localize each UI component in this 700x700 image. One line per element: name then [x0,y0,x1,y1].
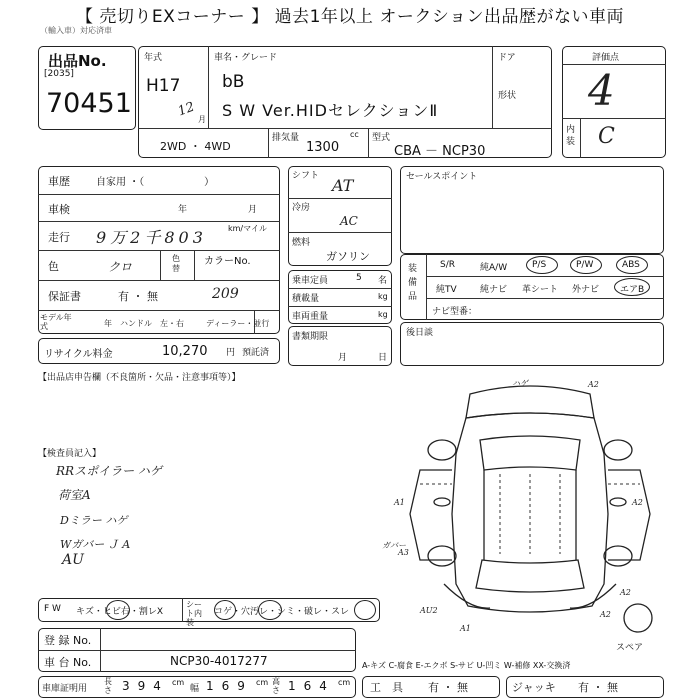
length-value: 394 [122,679,169,693]
model-year: H17 [146,76,181,96]
damage-mark: A2 [600,610,611,619]
ac-value: AC [340,214,358,228]
equip-power-steering: P/S [532,260,547,270]
circle-mark [214,600,236,620]
equip-airbag: エアB [620,285,645,295]
recycle-status: 預託済 [242,348,270,358]
car-grade: S W Ver.HIDセレクションⅡ [222,101,439,120]
grade-score: 4 [588,66,615,115]
interior-label: 内装 [566,125,576,147]
width-label: 幅 [190,684,200,694]
damage-mark: A2 [620,588,631,597]
damage-mark: A1 [460,624,471,633]
inspection-year: 年 [178,205,188,215]
chassis-number: NCP30-4017277 [170,654,268,668]
listing-no-label: 出品No. [48,52,107,70]
height-value: 164 [288,679,335,693]
circle-mark [570,256,602,274]
model-year-label: モデル年式 [40,313,72,331]
length-unit: cm [172,678,185,687]
damage-mark: ハゲ [512,379,528,388]
inspector-note: Dミラー ハゲ [60,514,128,527]
model-month: 12 [175,99,197,120]
color-label: 色 [48,260,59,273]
equip-alloy-wheels: 純A/W [480,263,508,273]
damage-mark: A1 [394,498,405,507]
color-value: クロ [108,260,133,274]
history-value: 自家用 ・（ ） [96,177,215,188]
recycle-label: リサイクル料金 [44,349,113,360]
equip-abs: ABS [622,260,640,270]
displacement-value: 1300 [306,140,340,155]
color-no-label: カラーNo. [204,256,251,267]
model-code-label: 型式 [372,133,391,143]
car-name: bB [222,72,245,92]
sales-point-label: セールスポイント [406,172,478,182]
equipment-label: 装備品 [408,264,418,302]
jack-label: ジャッキ [512,681,556,694]
doc-month: 月 [338,353,348,363]
history-label: 車歴 [48,175,70,188]
damage-legend: A-キズ C-腐食 E-エクボ S-サビ U-凹ミ W-補修 XX-交換済 [362,661,571,670]
circle-mark [354,600,376,620]
inspector-note: 荷室A [58,488,91,502]
displacement-label: 排気量 [272,133,300,143]
windshield-label: F W [44,604,61,614]
postscript-label: 後日談 [406,328,434,338]
damage-mark: AU2 [420,606,438,615]
displacement-unit: cc [350,130,359,139]
width-value: 169 [206,679,253,693]
circle-mark [258,600,282,620]
height-label: 高さ [272,677,280,695]
circle-mark [616,256,648,274]
name-grade-label: 車名・グレード [214,53,278,63]
interior-grade: C [598,124,615,149]
load-label: 積載量 [292,294,320,304]
listing-number: 70451 [46,88,132,119]
width-unit: cm [256,678,269,687]
seller-notes-label: 【出品店申告欄（不良箇所・欠品・注意事項等）】 [38,373,241,383]
warranty-label: 保証書 [48,290,81,303]
handle-option: ハンドル 左・右 [120,319,184,328]
seat-interior-condition: コゲ・穴汚レ・シミ・破レ・スレ [214,607,350,617]
damage-mark: A2 [632,498,643,507]
inspector-note: RRスポイラー ハゲ [56,464,162,478]
load-unit: kg [378,292,388,301]
length-label: 長さ [104,677,112,695]
mileage-value: 9万2千803 [96,228,207,247]
doc-expiry-label: 書類期限 [292,332,329,342]
registration-label: 登 録 No. [44,634,92,647]
weight-label: 車両重量 [292,312,329,322]
equip-leather: 革シート [522,285,559,295]
tools-label: 工 具 [370,681,403,694]
inspector-notes-label: 【検査員記入】 [38,449,102,459]
weight-unit: kg [378,310,388,319]
shift-label: シフト [292,171,320,181]
mileage-label: 走行 [48,231,70,244]
grade-label: 評価点 [592,53,620,63]
warranty-value: 有 ・ 無 [118,290,158,303]
color-change-label: 色替 [172,254,180,273]
damage-mark: A2 [588,380,599,389]
color-no-value: 209 [212,286,239,302]
capacity-value: 5 [356,273,362,283]
drive-type: 2WD ・ 4WD [160,140,231,153]
equip-sunroof: S/R [440,260,455,270]
postscript-box [400,322,664,366]
seat-interior-label: シート内装 [186,600,202,627]
shift-value: AT [332,176,354,195]
inspection-month: 月 [248,205,258,215]
circle-mark [614,278,650,296]
circle-mark [526,256,558,274]
capacity-label: 乗車定員 [292,276,329,286]
auction-banner: 【 売切りEXコーナー 】 過去1年以上 オークション出品歴がない車両 [76,7,624,27]
fuel-label: 燃料 [292,238,311,248]
banner-subtitle: （輸入車）対応済車 [40,26,112,35]
spare-tire-label: スペア [616,643,644,653]
recycle-unit: 円 [226,348,236,358]
equip-aftermarket-nav: 外ナビ [572,285,600,295]
inspector-note: AU [62,552,84,568]
recycle-fee: 10,270 [162,344,208,359]
door-label: ドア [498,53,516,63]
car-damage-diagram [380,374,680,640]
equip-factory-tv: 純TV [436,285,457,295]
mileage-unit: km/マイル [228,224,267,233]
damage-mark: ガバー [382,541,406,550]
chassis-label: 車 台 No. [44,656,92,669]
jack-value: 有 ・ 無 [578,681,618,694]
height-unit: cm [338,678,351,687]
equip-factory-nav: 純ナビ [480,285,508,295]
ac-label: 冷房 [292,203,311,213]
garage-cert-label: 車庫証明用 [42,684,88,694]
windshield-condition: キズ・ヒビ右・割レX [76,607,163,617]
year-label: 年式 [144,53,163,63]
month-unit: 月 [198,115,206,124]
capacity-unit: 名 [378,276,388,286]
inspector-note: Wガバー Ｊ A [60,538,131,551]
inspection-label: 車検 [48,203,70,216]
nav-model-label: ナビ型番： [432,307,478,317]
damage-mark: A3 [398,548,409,557]
model-year-unit: 年 [104,319,112,328]
shape-label: 形状 [498,91,517,101]
model-code: CBA － NCP30 [394,144,486,159]
fuel-value: ガソリン [326,250,370,263]
tools-value: 有 ・ 無 [428,681,468,694]
equip-power-windows: P/W [576,260,594,270]
listing-sub-number: [2035] [44,69,74,79]
circle-mark [106,600,130,620]
doc-day: 日 [378,353,388,363]
dealer-option: ディーラー・並行 [206,319,270,328]
